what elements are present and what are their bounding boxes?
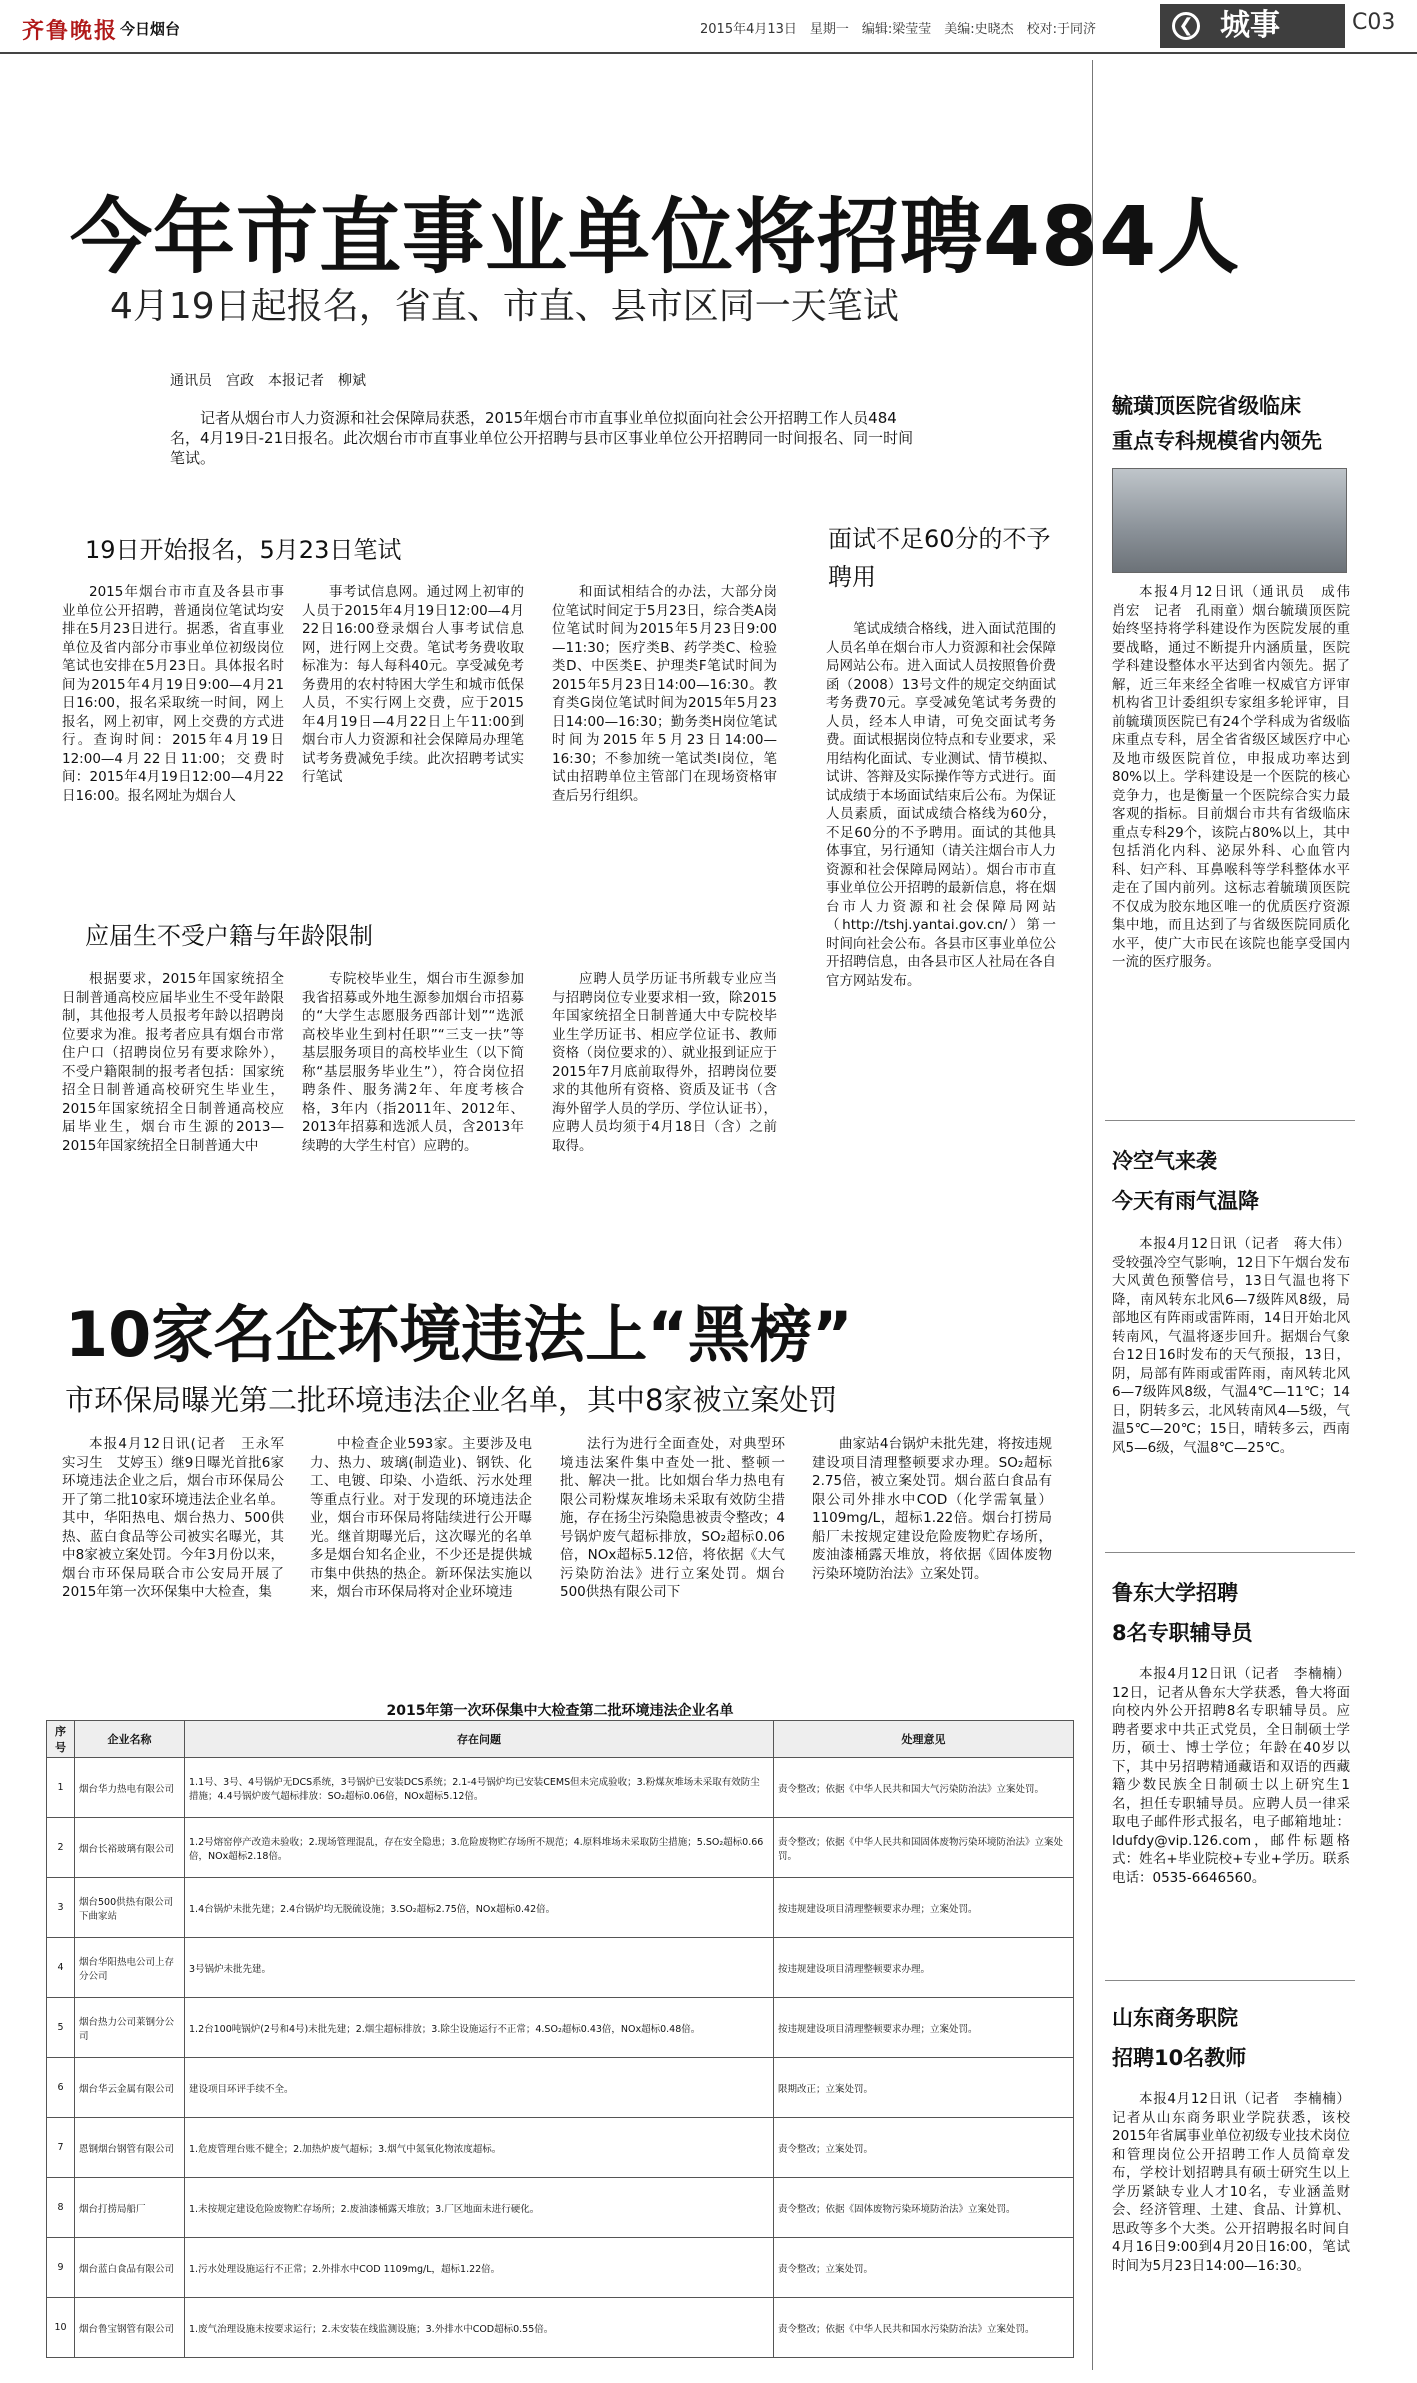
cell-problems: 1.废气治理设施未按要求运行；2.未安装在线监测设施；3.外排水中COD超标0.55倍。 [185,2298,774,2358]
cell-problems: 1.2号熔窑停产改造未验收；2.现场管理混乱，存在安全隐患；3.危险废物贮存场所不规范；4.原料堆场未采取防尘措施；5.SO₂超标0.66倍，NOx超标2.18倍。 [185,1818,774,1878]
back-arrow-icon: ❮ [1172,12,1200,40]
cell-no: 9 [47,2238,75,2298]
sidebar-4-body: 本报4月12日讯（记者 李楠楠）记者从山东商务职业学院获悉，该校2015年省属事业单位初级专业技术岗位和管理岗位公开招聘工作人员简章发布，学校计划招聘具有硕士研究生以上学历紧缺专业人才10名，专业涵盖财会、经济管理、土建、食品、计算机、思政等多个大类。公开招聘报名时间自4月16日9:00到4月20日16:00，笔试时间为5月23日14:00—16:30。 [1112,2091,1350,2274]
sidebar-2-title-line1: 冷空气来袭 [1112,1149,1217,1173]
col-header-problems: 存在问题 [185,1721,774,1758]
sidebar-2-title-line2: 今天有雨气温降 [1112,1189,1259,1213]
main-col-3: 和面试相结合的办法，大部分岗位笔试时间定于5月23日，综合类A岗位笔试时间为2015年5月23日9:00—11:30；医疗类B、药学类C、检验类D、中医类E、护理类F笔试时间为2015年5月23日14:00—16:30。教育类G岗位笔试时间为2015年5月23日14:00—16:30；勤务类H岗位笔试时间为2015年5月23日14:00—16:30；不参加统一笔试类I岗位，笔试由招聘单位主管部门在现场资格审查后另行组织。 [552,584,777,804]
sidebar-1-body: 本报4月12日讯（通讯员 成伟 肖宏 记者 孔雨童）烟台毓璜顶医院始终坚持将学科建设作为医院发展的重要战略，通过不断提升内涵质量，医院学科建设整体水平达到省内领先。据了解，近三年来经全省唯一权威官方评审机构省卫计委组织专家组多轮评审，目前毓璜顶医院已有24个学科成为省级临床重点专科，居全省省级区域医疗中心及地市级医院首位，申报成功率达到80%以上。学科建设是一个医院的核心竞争力，也是衡量一个医院综合实力最客观的指标。目前烟台市共有省级临床重点专科29个，该院占80%以上，其中包括消化内科、泌尿外科、心血管内科、妇产科、耳鼻喉科等学科整体水平走在了国内前列。这标志着毓璜顶医院不仅成为胶东地区唯一的优质医疗资源集中地，而且达到了与省级医院同质化水平，使广大市民在该院也能享受国内一流的医疗服务。 [1112,584,1364,970]
col-header-company: 企业名称 [75,1721,185,1758]
sidebar-3-body: 本报4月12日讯（记者 李楠楠）12日，记者从鲁东大学获悉，鲁大将面向校内外公开招聘8名专职辅导员。应聘者要求中共正式党员，全日制硕士学历，硕士、博士学位；年龄在40岁以下，其中另招聘精通藏语和双语的西藏籍少数民族全日制硕士以上研究生1名，担任专职辅导员。应聘人员一律采取电子邮件形式报名，电子邮箱地址：ldufdy@vip.126.com，邮件标题格式：姓名+毕业院校+专业+学历。联系电话：0535-6646560。 [1112,1666,1350,1886]
cell-company: 烟台华云金属有限公司 [75,2058,185,2118]
cell-handling: 责令整改；依据《中华人民共和国大气污染防治法》立案处罚。 [774,1758,1074,1818]
cell-company: 恩钢烟台钢管有限公司 [75,2118,185,2178]
sidebar-separator [1105,1980,1355,1981]
subhead-graduates: 应届生不受户籍与年龄限制 [85,922,373,950]
cell-no: 8 [47,2178,75,2238]
section-tag: 今日烟台 [120,20,181,38]
cell-no: 10 [47,2298,75,2358]
col-header-no: 序号 [47,1721,75,1758]
table-row [47,1878,1074,1938]
issue-meta: 2015年4月13日 星期一 编辑:梁莹莹 美编:史晓杰 校对:于同济 [700,22,1097,37]
table-row [47,2058,1074,2118]
cell-no: 1 [47,1758,75,1818]
second-col-3: 法行为进行全面查处，对典型环境违法案件集中查处一批、整顿一批、解决一批。比如烟台华力热电有限公司粉煤灰堆场未采取有效防尘措施，存在扬尘污染隐患被责令整改；4号锅炉废气超标排放，SO₂超标0.06倍，NOx超标5.12倍，将依据《大气污染防治法》进行立案处罚。烟台500供热有限公司下 [560,1436,785,1600]
cell-handling: 按违规建设项目清理整顿要求办理；立案处罚。 [774,1998,1074,2058]
page-number: C03 [1352,10,1396,35]
cell-problems: 1.1号、3号、4号锅炉无DCS系统，3号锅炉已安装DCS系统；2.1-4号锅炉均已安装CEMS但未完成验收；3.粉煤灰堆场未采取有效防尘措施；4.4号锅炉废气超标排放：SO₂超标0.06倍，NOx超标5.12倍。 [185,1758,774,1818]
subhead-registration: 19日开始报名，5月23日笔试 [85,536,402,564]
table-row [47,1938,1074,1998]
second-headline: 10家名企环境违法上“黑榜” [65,1298,853,1371]
sidebar-separator [1105,1552,1355,1553]
cell-company: 烟台打捞局船厂 [75,2178,185,2238]
cell-no: 7 [47,2118,75,2178]
newspaper-logo: 齐鲁晚报 [22,18,119,44]
sidebar-1-title-line2: 重点专科规模省内领先 [1112,429,1322,453]
main-byline: 通讯员 宫政 本报记者 柳斌 [170,373,366,389]
table-row [47,2298,1074,2358]
col-header-handling: 处理意见 [774,1721,1074,1758]
main-col-5: 根据要求，2015年国家统招全日制普通高校应届毕业生不受年龄限制，其他报考人员报考年龄以招聘岗位要求为准。报考者应具有烟台市常住户口（招聘岗位另有要求除外），不受户籍限制的报考者包括：国家统招全日制普通高校研究生毕业生，2015年国家统招全日制普通高校应届毕业生，烟台市生源的2013—2015年国家统招全日制普通大中 [62,971,284,1154]
table-caption: 2015年第一次环保集中大检查第二批环境违法企业名单 [386,1703,734,1719]
cell-problems: 1.2台100吨锅炉(2号和4号)未批先建；2.烟尘超标排放；3.除尘设施运行不正常；4.SO₂超标0.43倍，NOx超标0.48倍。 [185,1998,774,2058]
cell-company: 烟台蓝白食品有限公司 [75,2238,185,2298]
main-col-1: 2015年烟台市市直及各县市事业单位公开招聘，普通岗位笔试均安排在5月23日进行。据悉，省直事业单位及省内部分市事业单位初级岗位笔试也安排在5月23日。具体报名时间为2015年4月19日9:00—4月21日16:00，报名采取统一时间，网上报名，网上初审，网上交费的方式进行。查询时间：2015年4月19日12:00—4月22日11:00；交费时间：2015年4月19日12:00—4月22日16:00。报名网址为烟台人 [62,584,284,804]
table-row [47,1758,1074,1818]
second-col-2: 中检查企业593家。主要涉及电力、热力、玻璃(制造业)、钢铁、化工、电镀、印染、小造纸、污水处理等重点行业。对于发现的环境违法企业，烟台市环保局将陆续进行公开曝光。继首期曝光后，这次曝光的名单多是烟台知名企业，不少还是提供城市集中供热的热企。新环保法实施以来，烟台市环保局将对企业环境违 [310,1436,532,1600]
cell-handling: 责令整改；立案处罚。 [774,2238,1074,2298]
sidebar-4-title-line2: 招聘10名教师 [1112,2046,1247,2070]
cell-handling: 责令整改；依据《固体废物污染环境防治法》立案处罚。 [774,2178,1074,2238]
main-col-7: 应聘人员学历证书所载专业应当与招聘岗位专业要求相一致，除2015年国家统招全日制普通大中专院校毕业生学历证书、相应学位证书、教师资格（岗位要求的）、就业报到证应于2015年7月底前取得外，招聘岗位要求的其他所有资格、资质及证书（含海外留学人员的学历、学位认证书），应聘人员均须于4月18日（含）之前取得。 [552,971,777,1154]
table-row [47,2118,1074,2178]
second-col-4: 曲家站4台锅炉未批先建，将按违规建设项目清理整顿要求办理。SO₂超标2.75倍，被立案处罚。烟台蓝白食品有限公司外排水中COD（化学需氧量）1109mg/L，超标1.22倍。烟台打捞局船厂未按规定建设危险废物贮存场所，废油漆桶露天堆放，将依据《固体废物污染环境防治法》立案处罚。 [812,1436,1052,1582]
cell-problems: 1.污水处理设施运行不正常；2.外排水中COD 1109mg/L，超标1.22倍。 [185,2238,774,2298]
second-subheadline: 市环保局曝光第二批环境违法企业名单，其中8家被立案处罚 [65,1383,838,1417]
cell-handling: 按违规建设项目清理整顿要求办理；立案处罚。 [774,1878,1074,1938]
table-body [47,1758,1074,2358]
main-col-6: 专院校毕业生，烟台市生源参加我省招募或外地生源参加烟台市招募的“大学生志愿服务西部计划”“选派高校毕业生到村任职”“三支一扶”等基层服务项目的高校毕业生（以下简称“基层服务毕业生”），符合岗位招聘条件、服务满2年、年度考核合格，3年内（指2011年、2012年、2013年招募和选派人员，含2013年续聘的大学生村官）应聘的。 [302,971,524,1154]
section-badge: 城事 [1160,4,1345,48]
cell-no: 6 [47,2058,75,2118]
main-col-4: 笔试成绩合格线，进入面试范围的人员名单在烟台市人力资源和社会保障局网站公布。进入面试人员按照鲁价费函（2008）13号文件的规定交纳面试考务费70元。享受减免笔试考务费的人员，经本人申请，可免交面试考务费。面试根据岗位特点和专业要求，采用结构化面试、专业测试、情节模拟、试讲、答辩及实际操作等方式进行。面试成绩于本场面试结束后公布。为保证人员素质，面试成绩合格线为60分，不足60分的不予聘用。面试的其他具体事宜，另行通知（请关注烟台市人力资源和社会保障局网站）。烟台市市直事业单位公开招聘的最新信息，将在烟台市人力资源和社会保障局网站（http://tshj.yantai.gov.cn/）第一时间向社会公布。各县市区事业单位公开招聘信息，由各县市区人社局在各自官方网站发布。 [826,621,1056,989]
cell-company: 烟台鲁宝钢管有限公司 [75,2298,185,2358]
cell-problems: 建设项目环评手续不全。 [185,2058,774,2118]
main-col-2: 事考试信息网。通过网上初审的人员于2015年4月19日12:00—4月22日16:00登录烟台人事考试信息网，进行网上交费。笔试考务费收取标准为：每人每科40元。享受减免考务费用的农村特困大学生和城市低保人员，不实行网上交费，应于2015年4月19日—4月22日上午11:00到烟台市人力资源和社会保障局办理笔试考务费减免手续。此次招聘考试实行笔试 [302,584,524,785]
table-row [47,1998,1074,2058]
table-row [47,2178,1074,2238]
sidebar-4-title-line1: 山东商务职院 [1112,2006,1238,2030]
cell-problems: 1.4台锅炉未批先建；2.4台锅炉均无脱硫设施；3.SO₂超标2.75倍，NOx超标0.42倍。 [185,1878,774,1938]
cell-company: 烟台华阳热电公司上存分公司 [75,1938,185,1998]
page-header [0,0,1417,54]
sidebar-2-body: 本报4月12日讯（记者 蒋大伟）受较强冷空气影响，12日下午烟台发布大风黄色预警信号，13日气温也将下降，南风转东北风6—7级阵风8级，局部地区有阵雨或雷阵雨，14日开始北风转南风，气温将逐步回升。据烟台气象台12日16时发布的天气预报，13日，阴，局部有阵雨或雷阵雨，南风转北风6—7级阵风8级，气温4℃—11℃；14日，阴转多云，北风转南风4—5级，气温5℃—20℃；15日，晴转多云，西南风5—6级，气温8℃—25℃。 [1112,1236,1350,1456]
table-row [47,1818,1074,1878]
table-header-row [47,1721,1074,1758]
cell-problems: 3号锅炉未批先建。 [185,1938,774,1998]
cell-problems: 1.未按规定建设危险废物贮存场所；2.废油漆桶露天堆放；3.厂区地面未进行硬化。 [185,2178,774,2238]
second-col-1: 本报4月12日讯(记者 王永军 实习生 艾婷玉）继9日曝光首批6家环境违法企业之后，烟台市环保局公开了第二批10家环境违法企业名单。其中，华阳热电、烟台热力、500供热、蓝白食品等公司被实名曝光，其中8家被立案处罚。今年3月份以来，烟台市环保局联合市公安局开展了2015年第一次环保集中大检查，集 [62,1436,298,1600]
cell-handling: 按违规建设项目清理整顿要求办理。 [774,1938,1074,1998]
sidebar-3-title-line2: 8名专职辅导员 [1112,1621,1253,1645]
main-lead: 记者从烟台市人力资源和社会保障局获悉，2015年烟台市市直事业单位拟面向社会公开招聘工作人员484名，4月19日-21日报名。此次烟台市市直事业单位公开招聘与县市区事业单位公开招聘同一时间报名、同一时间笔试。 [170,409,914,467]
cell-no: 2 [47,1818,75,1878]
cell-handling: 责令整改；立案处罚。 [774,2118,1074,2178]
cell-problems: 1.危废管理台账不健全；2.加热炉废气超标；3.烟气中氮氧化物浓度超标。 [185,2118,774,2178]
cell-handling: 责令整改；依据《中华人民共和国固体废物污染环境防治法》立案处罚。 [774,1818,1074,1878]
column-divider [1092,60,1093,2370]
table-row [47,2238,1074,2298]
cell-no: 3 [47,1878,75,1938]
main-subheadline: 4月19日起报名，省直、市直、县市区同一天笔试 [110,286,899,327]
main-headline: 今年市直事业单位将招聘484人 [70,190,1241,285]
hospital-photo [1112,468,1347,573]
sidebar-separator [1105,1120,1355,1121]
cell-company: 烟台华力热电有限公司 [75,1758,185,1818]
cell-company: 烟台长裕玻璃有限公司 [75,1818,185,1878]
violations-table [46,1720,1074,2358]
subhead-interview: 面试不足60分的不予聘用 [828,525,1051,591]
cell-no: 4 [47,1938,75,1998]
cell-handling: 责令整改；依据《中华人民共和国水污染防治法》立案处罚。 [774,2298,1074,2358]
sidebar-3-title-line1: 鲁东大学招聘 [1112,1581,1238,1605]
cell-no: 5 [47,1998,75,2058]
cell-company: 烟台500供热有限公司下曲家站 [75,1878,185,1938]
sidebar-1-title-line1: 毓璜顶医院省级临床 [1112,394,1301,418]
cell-company: 烟台热力公司莱钢分公司 [75,1998,185,2058]
cell-handling: 限期改正；立案处罚。 [774,2058,1074,2118]
